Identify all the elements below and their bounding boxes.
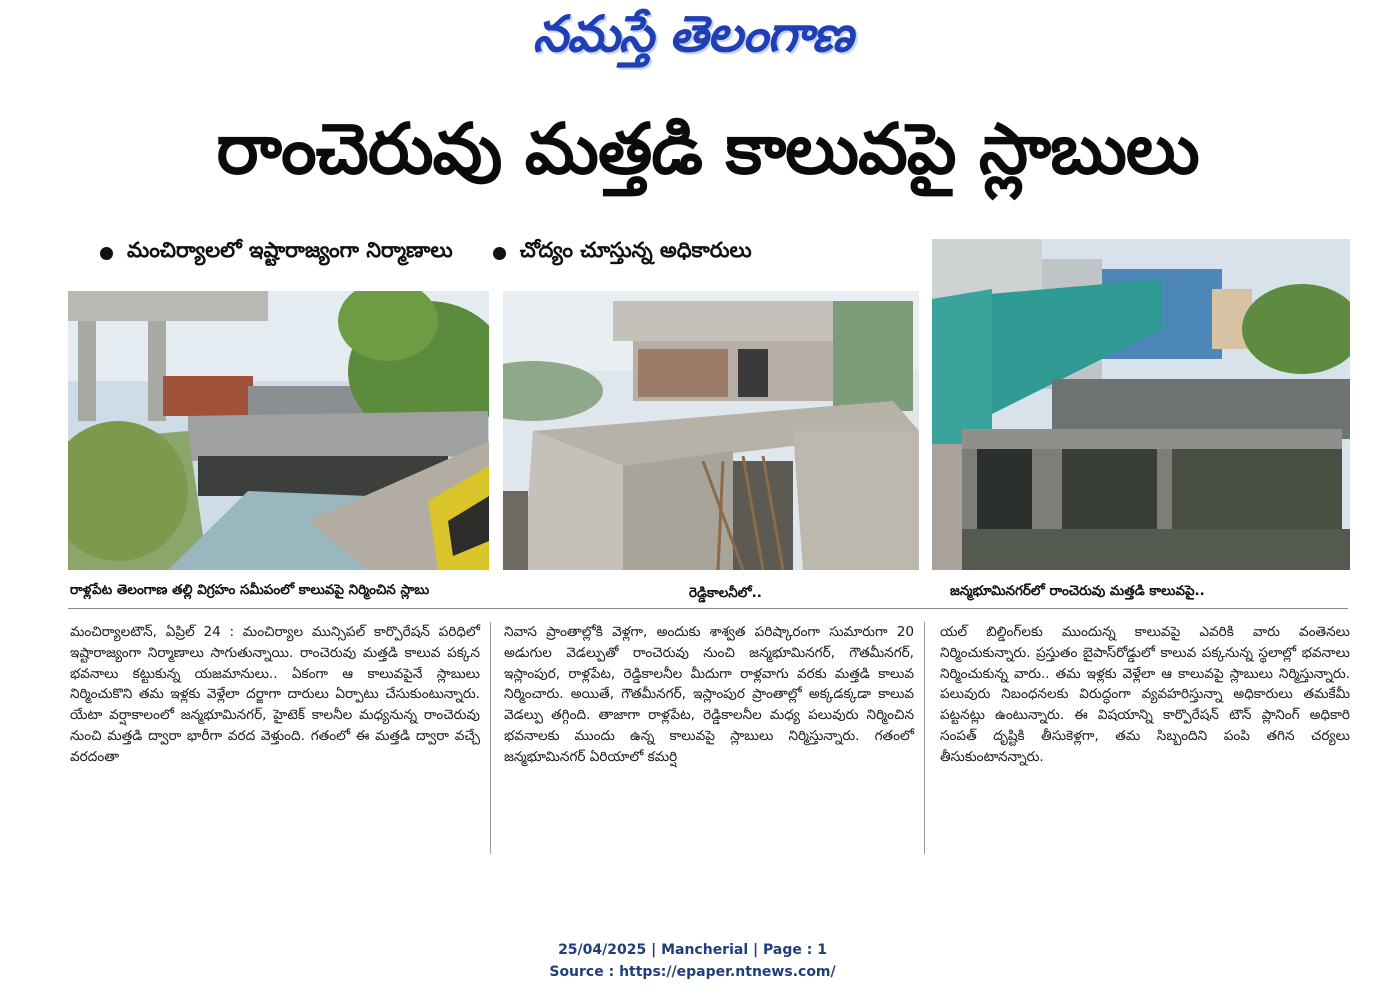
- article-column-1: [70, 622, 480, 768]
- caption-photo-1: రాళ్లపేట తెలంగాణ తల్లి విగ్రహం సమీపంలో కాలువపై నిర్మించిన స్లాబు: [70, 582, 430, 598]
- subhead-2: [493, 238, 752, 268]
- photo-janmabhumi-nagar: [932, 239, 1350, 570]
- bullet-icon: [100, 247, 113, 260]
- photo-rallapet-slab: [68, 291, 489, 570]
- photo-reddy-colony: [503, 291, 919, 570]
- column-divider: [924, 622, 925, 854]
- article-column-3: [940, 622, 1350, 768]
- headline-text: రాంచెరువు మత్తడి కాలువపై స్లాబులు: [216, 108, 1199, 190]
- subheads: [100, 236, 920, 270]
- subhead-2-text: చోద్యం చూస్తున్న అధికారులు: [519, 238, 752, 262]
- column-2-text: నివాస ప్రాంతాల్లోకి వెళ్లగా, అందుకు శాశ్వత పరిష్కారంగా సుమారుగా 20 అడుగుల వెడల్పుతో రాంచెరువు నుంచి జన్మభూమినగర్‌, గౌతమీనగర్‌, ఇస్లాంపుర, రాళ్లపేట, రెడ్డికాలనీల మీదుగా రాళ్లవాగు వరకు మత్తడి కాలువ నిర్మించారు. అయితే, గౌతమీనగర్‌, ఇస్లాంపుర ప్రాంతాల్లో అక్కడక్కడా కాలువ వెడల్పు తగ్గింది. తాజాగా రాళ్లపేట, రెడ్డికాలనీల మధ్య పలువురు నిర్మించిన భవనాలకు ముందు ఉన్న కాలువపై స్లాబులు నిర్మిస్తున్నారు. గతంలో జన్మభూమినగర్‌ ఏరియాలో కమర్షి: [504, 624, 914, 765]
- caption-photo-3: జన్మభూమినగర్‌లో రాంచెరువు మత్తడి కాలువపై..: [950, 583, 1205, 599]
- subhead-1-text: మంచిర్యాలలో ఇష్టారాజ్యంగా నిర్మాణాలు: [127, 238, 453, 262]
- column-3-text: యల్‌ బిల్డింగ్‌లకు ముందున్న కాలువపై ఎవరికి వారు వంతెనలు నిర్మించుకున్నారు. ప్రస్తుతం బైపాస్‌రోడ్డులో కాలువ పక్కనున్న స్థలాల్లో భవనాలు నిర్మించుకున్న వారు.. తమ ఇళ్లకు వెళ్లేలా ఆ కాలువపై స్లాబులు నిర్మిస్తున్నారు. పలువురు నిబంధనలకు విరుద్ధంగా వ్యవహరిస్తున్నా అధికారులు తమకేమీ పట్టనట్లు ఉంటున్నారు. ఈ విషయాన్ని కార్పొరేషన్‌ టౌన్‌ ప్లానింగ్‌ అధికారి సంపత్‌ దృష్టికి తీసుకెళ్లగా, తమ సిబ్బందిని పంపి తగిన చర్యలు తీసుకుంటానన్నారు.: [940, 624, 1350, 765]
- newspaper-masthead: [0, 0, 1385, 80]
- caption-photo-2: రెడ్డికాలనీలో..: [689, 585, 762, 601]
- subhead-1: [100, 238, 453, 268]
- caption-divider: [68, 608, 1348, 609]
- masthead-title: నమస్తే తెలంగాణ: [532, 4, 853, 63]
- column-1-text: మంచిర్యాలటౌన్‌, ఏప్రిల్‌ 24 : మంచిర్యాల మున్సిపల్‌ కార్పొరేషన్‌ పరిధిలో ఇష్టారాజ్యంగా నిర్మాణాలు సాగుతున్నాయి. రాంచెరువు మత్తడి కాలువ పక్కన భవనాలు కట్టుకున్న యజమానులు.. ఏకంగా ఆ కాలువపైనే స్లాబులు నిర్మించుకొని తమ ఇళ్లకు వెళ్లేలా దర్జాగా దారులు ఏర్పాటు చేసుకుంటున్నారు. యేటా వర్షాకాలంలో జన్మభూమినగర్‌, హైటెక్‌ కాలనీల మధ్యనున్న రాంచెరువు నుంచి మత్తడి ద్వారా భారీగా వరద వెళ్తుంది. గతంలో ఈ మత్తడి ద్వారా వచ్చే వరదంతా: [70, 624, 480, 765]
- article-column-2: [504, 622, 914, 768]
- footer-date-line: 25/04/2025 | Mancherial | Page : 1: [558, 942, 827, 958]
- article-headline: [60, 110, 1355, 205]
- footer-source-line: Source : https://epaper.ntnews.com/: [549, 964, 836, 980]
- column-divider: [490, 622, 491, 854]
- bullet-icon: [493, 247, 506, 260]
